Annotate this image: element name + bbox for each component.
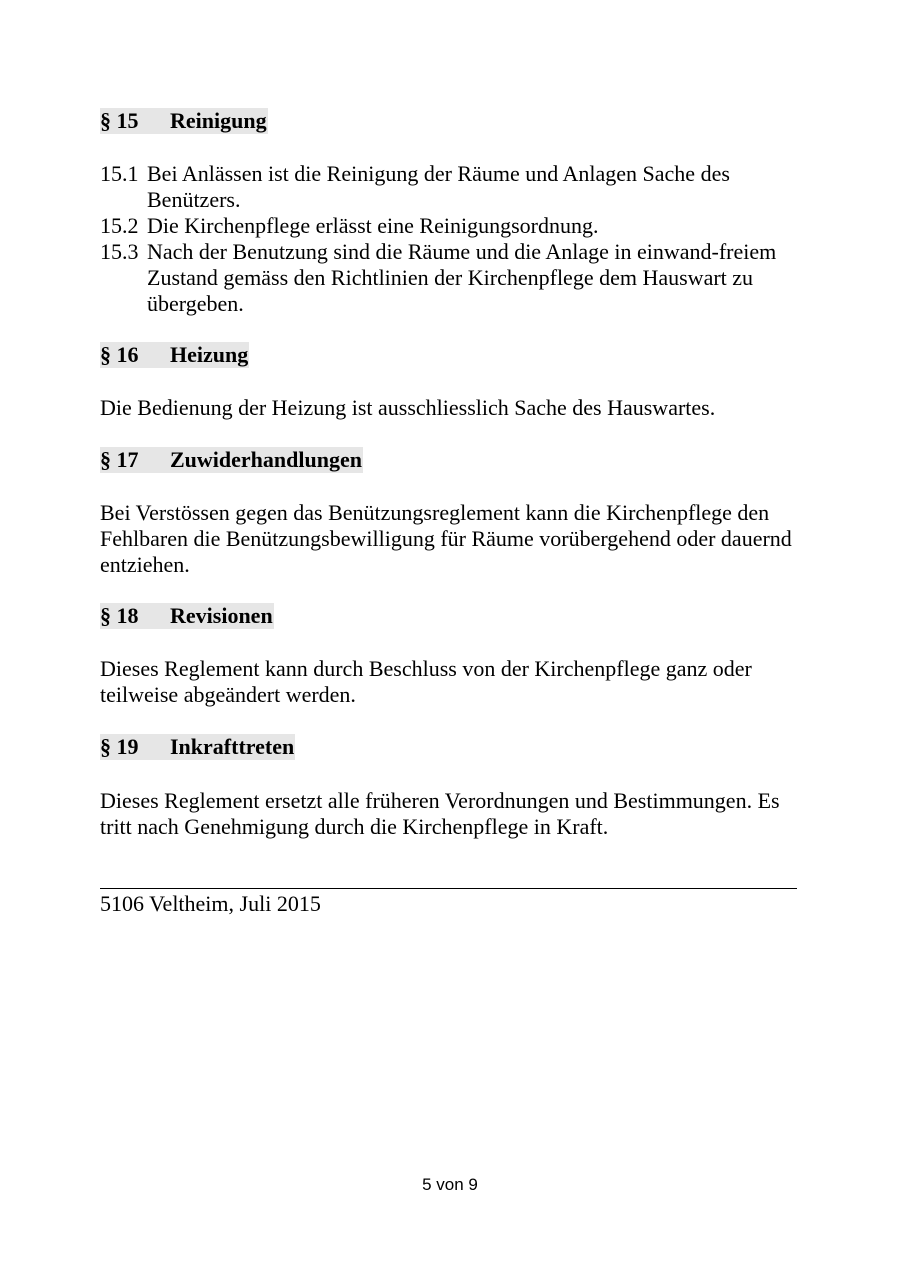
section-title: Heizung xyxy=(170,342,249,367)
section-heading-16 xyxy=(100,342,249,368)
section-17-paragraph: Bei Verstössen gegen das Benützungsreglement kann die Kirchenpflege den Fehlbaren die Benützungsbewilligung für Räume vorübergehend oder dauernd entziehen. xyxy=(100,500,792,577)
place-date: 5106 Veltheim, Juli 2015 xyxy=(100,891,321,916)
signature-line-divider xyxy=(100,888,797,889)
list-item-number: 15.2 xyxy=(100,213,139,238)
section-heading-15 xyxy=(100,108,268,134)
section-title: Revisionen xyxy=(170,603,273,628)
section-number: § 19 xyxy=(100,734,139,759)
list-item-text: Die Kirchenpflege erlässt eine Reinigungsordnung. xyxy=(147,213,599,238)
list-item-number: 15.1 xyxy=(100,161,139,186)
section-16-paragraph: Die Bedienung der Heizung ist ausschliesslich Sache des Hauswartes. xyxy=(100,395,716,420)
section-number: § 15 xyxy=(100,108,139,133)
section-heading-19 xyxy=(100,734,295,760)
section-18-paragraph: Dieses Reglement kann durch Beschluss von der Kirchenpflege ganz oder teilweise abgeändert werden. xyxy=(100,656,752,707)
list-item xyxy=(100,161,800,213)
section-title: Inkrafttreten xyxy=(170,734,295,759)
section-number: § 17 xyxy=(100,447,139,472)
section-heading-18 xyxy=(100,603,274,629)
section-title: Reinigung xyxy=(170,108,267,133)
list-item-text: Nach der Benutzung sind die Räume und die Anlage in einwand-freiem Zustand gemäss den Richtlinien der Kirchenpflege dem Hauswart zu übergeben. xyxy=(147,239,777,316)
section-title: Zuwiderhandlungen xyxy=(170,447,362,472)
section-15-list xyxy=(100,161,800,317)
section-19-paragraph: Dieses Reglement ersetzt alle früheren Verordnungen und Bestimmungen. Es tritt nach Genehmigung durch die Kirchenpflege in Kraft. xyxy=(100,788,780,839)
list-item-number: 15.3 xyxy=(100,239,139,264)
list-item xyxy=(100,213,800,239)
section-heading-17 xyxy=(100,447,363,473)
page-number: 5 von 9 xyxy=(422,1175,478,1194)
list-item-text: Bei Anlässen ist die Reinigung der Räume und Anlagen Sache des Benützers. xyxy=(147,161,730,212)
list-item xyxy=(100,239,800,317)
section-number: § 16 xyxy=(100,342,139,367)
section-number: § 18 xyxy=(100,603,139,628)
